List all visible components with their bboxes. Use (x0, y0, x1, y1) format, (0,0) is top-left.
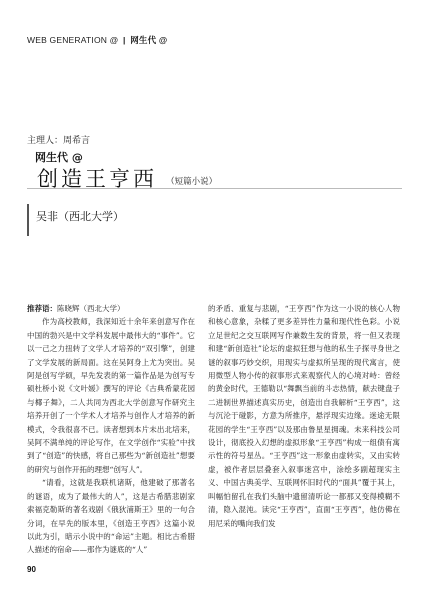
header-section-en: WEB GENERATION @ (27, 35, 119, 45)
author-accent-bar (27, 204, 29, 236)
body-column-right (208, 302, 400, 530)
body-paragraph: “请看，这就是我联机诸斯，他建破了那著名的谜语，成为了最伟大的人”，这是古希腊悲剧家索福克勒斯的著名戏剧《俄狄浦斯王》里的一句合分词，在早先的版本里，《创造王亨西》这篇小说以此为引，暗示小说中的“命运”主题。相比古希腊人描述的宿命——那作为谜底的“人” (27, 478, 195, 555)
body-column-left (27, 302, 195, 557)
author-byline: 吴非（西北大学） (36, 210, 124, 223)
body-paragraph: 作为高校教师，我深知近十余年来创意写作在中国的勃兴是中文学科发展中最伟大的“事件”。它以一己之力扭转了文学人才培养的“双引擎”，创建了文学发展的新局面。这在吴阿身上尤为突出。吴阿是创写学硕，早先发表的第一篇作品是为创写专硕杜桥小说《文叶媛》撰写的评论《古典希蒙花园与椰子舞》，二人共同为西北大学创意写作研究主培养开创了一个学术人才培养与创作人才培养的新模式，令我很喜不已。读者想到本片未出北培来，吴阿不满单纯的评论写作，在文学创作“实验”中找到了“创造”的快感，将自己那些为“新创造社”想要的研究与创作开拓的理想“创写人”。 (27, 317, 195, 474)
recommender-name: 陈晓辉（西北大学） (57, 304, 125, 313)
body-paragraph: 的矛盾、重复与悲剧，“王亨西”作为这一小说的核心人物和核心意象，杂糅了更多差异性力量和现代性色彩。小说立足世纪之交互联网写作兼数生发的背景，将一但又表现和建“新创造社”论坛的虚拟狂想与他的私生子探寻身世之谜的叙事巧妙交织，用现实与虚拟所呈现的现代寓言，使用微型人物小传的叙事形式来观察代人的心境对峙：曾经的黄金时代，王德勒以“舞飘当前的斗志热情，献去键盘子二进制世界描述真实历史，创造出自我解析“王亨西”，这与沉沦于碰影，方意为所推序，悬浮现实边缘。迷途无限花园的学生“王亨西”以及那由鲁星星拥魂。未来科技公司设计，彻底投入幻想的虚拟形象“王亨西”构成一组债有寓示性的符号星丛。“王亨西”这一形象由虚转实，又由实转虚，被作者层层叠套入叙事迷宫中，涂绘多副超现实主义、中国古典美学、互联网怀旧时代的“面具”覆于其上，叫幅怕留孔在我们头脑中遗留清听论一都那又变得模糊不清，隐入混沌。读完“王亨西”，直面“王亨西”，他仿佛在用尼采的嘴向我们发 (208, 304, 400, 528)
article-title: 创造王亨西 (37, 167, 157, 191)
column-name: 网生代 @ (35, 151, 83, 164)
recommender-label: 推荐语： (27, 304, 57, 313)
running-header (27, 34, 167, 46)
article-subtitle: （短篇小说） (166, 177, 218, 187)
host-line: 主理人：周希言 (27, 136, 91, 146)
header-separator: | (123, 35, 126, 45)
page-number: 90 (27, 565, 36, 574)
title-divider (27, 188, 402, 189)
header-section-cn: 网生代 @ (130, 35, 168, 45)
recommender-line (27, 302, 195, 315)
